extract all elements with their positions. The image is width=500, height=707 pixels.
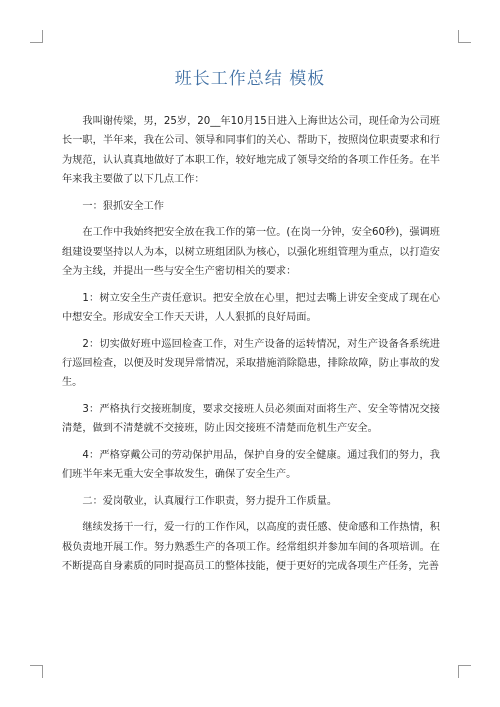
list-item: 1：树立安全生产责任意识。把安全放在心里，把过去嘴上讲安全变成了现在心中想安全。形成安全工作天天讲，人人狠抓的良好局面。	[62, 292, 440, 323]
list-item: 4：严格穿戴公司的劳动保护用品，保护自身的安全健康。通过我们的努力，我们班半年来无重大安全事故发生，确保了安全生产。	[62, 449, 440, 481]
list-item: 3：严格执行交接班制度，要求交接班人员必须面对面将生产、安全等情况交接清楚，做到不清楚就不交接班，防止因交接班不清楚而危机生产安全。	[62, 403, 440, 435]
paragraph: 在工作中我始终把安全放在我工作的第一位。(在岗一分钟，安全60秒)，强调班组建设要坚持以人为本，以树立班组团队为核心，以强化班组管理为重点，以打造安全为主线，并提出一些与安全生产密切相关的要求：	[62, 227, 440, 277]
intro-paragraph: 我叫谢传梁，男，25岁，20__年10月15日进入上海世达公司，现任命为公司班长一职，半年来，我在公司、领导和同事们的关心、帮助下，按照岗位职责要求和行为规范，认认真真地做好了本职工作，较好地完成了领导交给的各项工作任务。在半年来我主要做了以下几点工作：	[62, 116, 440, 185]
document-body	[62, 112, 440, 584]
corner-crop-mark	[30, 30, 43, 43]
corner-crop-mark	[30, 665, 43, 678]
section-heading-safety: 一：狠抓安全工作	[82, 200, 164, 212]
corner-crop-mark	[458, 665, 471, 678]
corner-crop-mark	[458, 30, 471, 43]
section-heading-duty: 二：爱岗敬业，认真履行工作职责，努力提升工作质量。	[82, 495, 338, 507]
paragraph: 继续发扬干一行，爱一行的工作作风，以高度的责任感、使命感和工作热情，积极负责地开展工作。努力熟悉生产的各项工作。经常组织并参加车间的各项培训。在不断提高自身素质的同时提高员工的整体技能，便于更好的完成各项生产任务，完善	[62, 522, 440, 573]
document-title: 班长工作总结 模板	[174, 69, 326, 89]
list-item: 2：切实做好班中巡回检查工作，对生产设备的运转情况，对生产设备各系统进行巡回检查，以便及时发现异常情况，采取措施消除隐患，排除故障，防止事故的发生。	[62, 338, 440, 389]
